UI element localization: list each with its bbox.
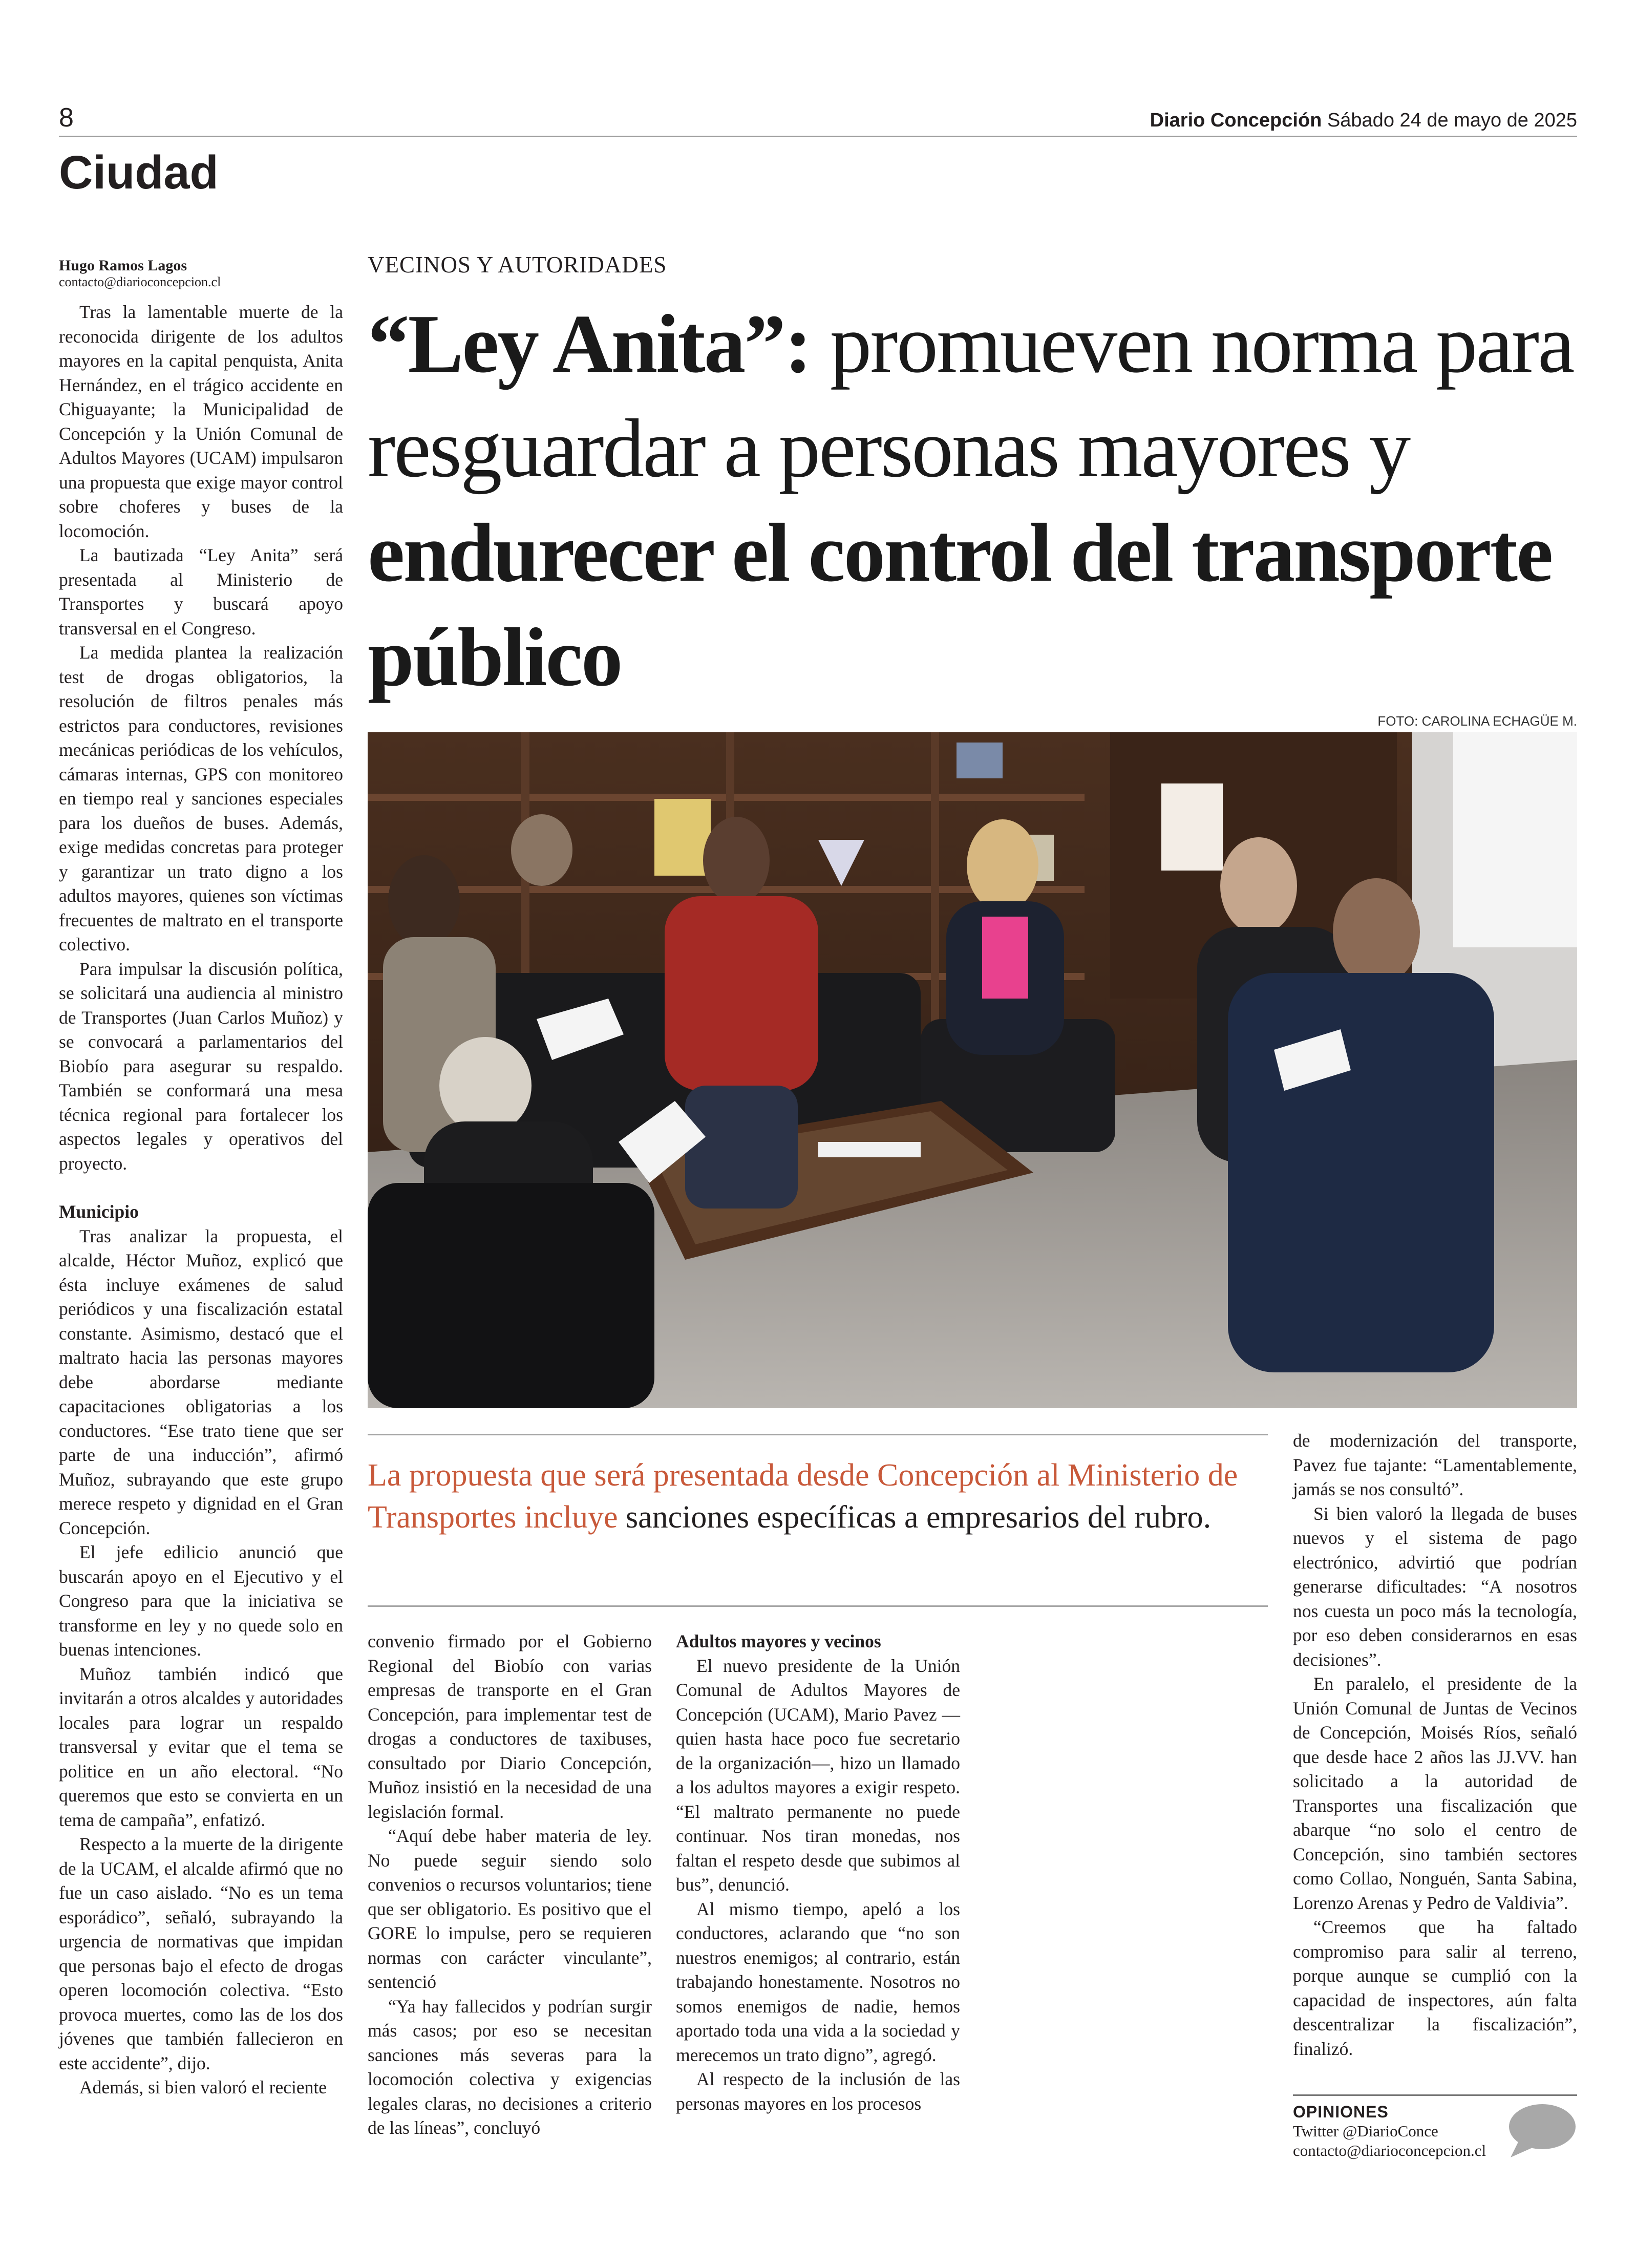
paragraph: La medida plantea la realización test de drogas obligatorios, la resolución de filtros penales más estrictos para conductores, revisiones mecánicas periódicas de los vehículos, cámaras internas, GPS con monitoreo en tiempo real y sanciones especiales para los dueños de buses. Además, exige medidas concretas para proteger y garantizar un trato digno a los adultos mayores, quienes son víctimas frecuentes de maltrato en el transporte colectivo. (59, 642, 343, 955)
section-title: Ciudad (59, 146, 219, 199)
byline (59, 257, 346, 290)
pullquote-rest: sanciones específicas a empresarios del rubro. (618, 1500, 1212, 1535)
article-column-2 (368, 1629, 652, 2140)
article-column-4 (1293, 1429, 1577, 2061)
page-number: 8 (59, 103, 74, 133)
newspaper-name: Diario Concepción (1150, 110, 1322, 131)
paragraph: El nuevo presidente de la Unión Comunal de Adultos Mayores de Concepción (UCAM), Mario Pavez —quien hasta hace poco fue secretario de la organización—, hizo un llamado a los adultos mayores a exigir respeto. “El maltrato permanente no puede continuar. Nos tiran monedas, nos faltan el respeto desde que subimos al bus”, denunció. (676, 1655, 960, 1895)
opinions-email[interactable]: contacto@diarioconcepcion.cl (1293, 2142, 1486, 2159)
paragraph: Tras analizar la propuesta, el alcalde, Héctor Muñoz, explicó que ésta incluye exámenes de salud periódicos y una fiscalización estatal constante. Asimismo, destacó que el maltrato hacia las personas mayores debe abordarse mediante capacitaciones obligatorias a los conductores. “Ese trato tiene que ser parte de una inducción”, afirmó Muñoz, subrayando que este grupo merece respeto y dignidad en el Gran Concepción. (59, 1225, 343, 1538)
paragraph: “Ya hay fallecidos y podrían surgir más casos; por eso se necesitan sanciones más severas para la locomoción colectiva y exigencias legales claras, no decisiones a criterio de las líneas”, concluyó (368, 1996, 652, 2138)
byline-author: Hugo Ramos Lagos (59, 257, 187, 274)
pullquote-bottom-rule (368, 1605, 1268, 1607)
meeting-photo (368, 732, 1577, 1408)
issue-date: Sábado 24 de mayo de 2025 (1327, 110, 1577, 131)
paragraph: Además, si bien valoró el reciente (79, 2077, 327, 2097)
headline-bold-lead: “Ley Anita”: (368, 298, 811, 390)
paragraph: Muñoz también indicó que invitarán a otros alcaldes y autoridades locales para lograr un respaldo transversal y evitar que el tema se politice en un año electoral. “No queremos que esto se convierta en un tema de campaña”, enfatizó. (59, 1663, 343, 1830)
paragraph: Si bien valoró la llegada de buses nuevos y el sistema de pago electrónico, advirtió que podrían generarse dificultades: “A nosotros nos cuesta un poco más la tecnología, por eso deben considerarnos en esas decisiones”. (1293, 1503, 1577, 1670)
opinions-twitter[interactable]: Twitter @DiarioConce (1293, 2122, 1438, 2140)
paragraph: de modernización del transporte, Pavez fue tajante: “Lamentablemente, jamás se nos consultó”. (1293, 1430, 1577, 1499)
pullquote-accent: La propuesta que será presentada desde Concepción al Ministerio de Transportes incluye (368, 1458, 1238, 1535)
opinions-title: OPINIONES (1293, 2103, 1389, 2121)
header-rule (59, 136, 1577, 137)
subhead-municipio: Municipio (59, 1201, 139, 1222)
pullquote-top-rule (368, 1434, 1268, 1435)
meeting-photo-illustration (368, 732, 1577, 1408)
subhead-adultos-mayores: Adultos mayores y vecinos (676, 1631, 881, 1651)
headline (368, 292, 1577, 710)
opinions-box (1293, 2102, 1577, 2164)
paragraph: Al mismo tiempo, apeló a los conductores, aclarando que “no son nuestros enemigos; al contrario, están trabajando honestamente. Nosotros no somos enemigos de nadie, hemos aportado toda una vida a la sociedad y merecemos un trato digno”, agregó. (676, 1898, 960, 2065)
paragraph: En paralelo, el presidente de la Unión Comunal de Juntas de Vecinos de Concepción, Moisés Ríos, señaló que desde hace 2 años las JJ.VV. han solicitado a la autoridad de Transportes una fiscalización que abarque “no solo el centro de Concepción, sino también sectores como Collao, Nonguén, Santa Sabina, Lorenzo Arenas y Pedro de Valdivia”. (1293, 1673, 1577, 1913)
photo-credit: FOTO: CAROLINA ECHAGÜE M. (1377, 713, 1577, 729)
article-column-1 (59, 300, 343, 2100)
paragraph: El jefe edilicio anunció que buscarán apoyo en el Ejecutivo y el Congreso para que la iniciativa se transforme en ley y no quede solo en buenas intenciones. (59, 1542, 343, 1660)
paragraph: Tras la lamentable muerte de la reconocida dirigente de los adultos mayores en la capital penquista, Anita Hernández, en el trágico accidente en Chiguayante; la Municipalidad de Concepción y la Unión Comunal de Adultos Mayores (UCAM) impulsaron una propuesta que exige mayor control sobre choferes y buses de la locomoción. (59, 302, 343, 541)
paragraph: La bautizada “Ley Anita” será presentada al Ministerio de Transportes y buscará apoyo transversal en el Congreso. (59, 545, 343, 639)
pullquote (368, 1454, 1243, 1538)
opinions-rule (1293, 2094, 1577, 2096)
paragraph: Al respecto de la inclusión de las personas mayores en los procesos (676, 2069, 960, 2114)
speech-bubble-icon (1505, 2102, 1577, 2158)
article-column-3 (676, 1629, 960, 2116)
paragraph: Respecto a la muerte de la dirigente de la UCAM, el alcalde afirmó que no fue un caso aislado. “No es un tema esporádico”, señaló, subrayando la urgencia de normativas que impidan que personas bajo el efecto de drogas operen locomoción colectiva. “Esto provoca muertes, como las de los dos jóvenes que también fallecieron en este accidente”, dijo. (59, 1834, 343, 2073)
byline-email: contacto@diarioconcepcion.cl (59, 274, 221, 289)
masthead-date (1150, 109, 1577, 132)
paragraph: convenio firmado por el Gobierno Regional del Biobío con varias empresas de transporte en el Gran Concepción, para implementar test de drogas a conductores de taxibuses, consultado por Diario Concepción, Muñoz insistió en la necesidad de una legislación formal. (368, 1631, 652, 1822)
kicker: VECINOS Y AUTORIDADES (368, 252, 667, 278)
headline-bold-tail: endurecer el control del transporte público (368, 507, 1552, 704)
paragraph: Para impulsar la discusión política, se solicitará una audiencia al ministro de Transportes (Juan Carlos Muñoz) y se convocará a parlamentarios del Biobío para asegurar su respaldo. También se conformará una mesa técnica regional para fortalecer los aspectos legales y operativos del proyecto. (59, 958, 343, 1174)
headline-light: promueven norma para resguardar a personas mayores y (368, 298, 1574, 495)
paragraph: “Creemos que ha faltado compromiso para salir al terreno, porque aunque se cumplió con la capacidad de inspectores, aún falta descentralizar la fiscalización”, finalizó. (1293, 1917, 1577, 2059)
paragraph: “Aquí debe haber materia de ley. No puede seguir siendo solo convenios o recursos voluntarios; tiene que ser obligatorio. Es positivo que el GORE lo impulse, pero se requieren normas con carácter vinculante”, sentenció (368, 1826, 652, 1992)
